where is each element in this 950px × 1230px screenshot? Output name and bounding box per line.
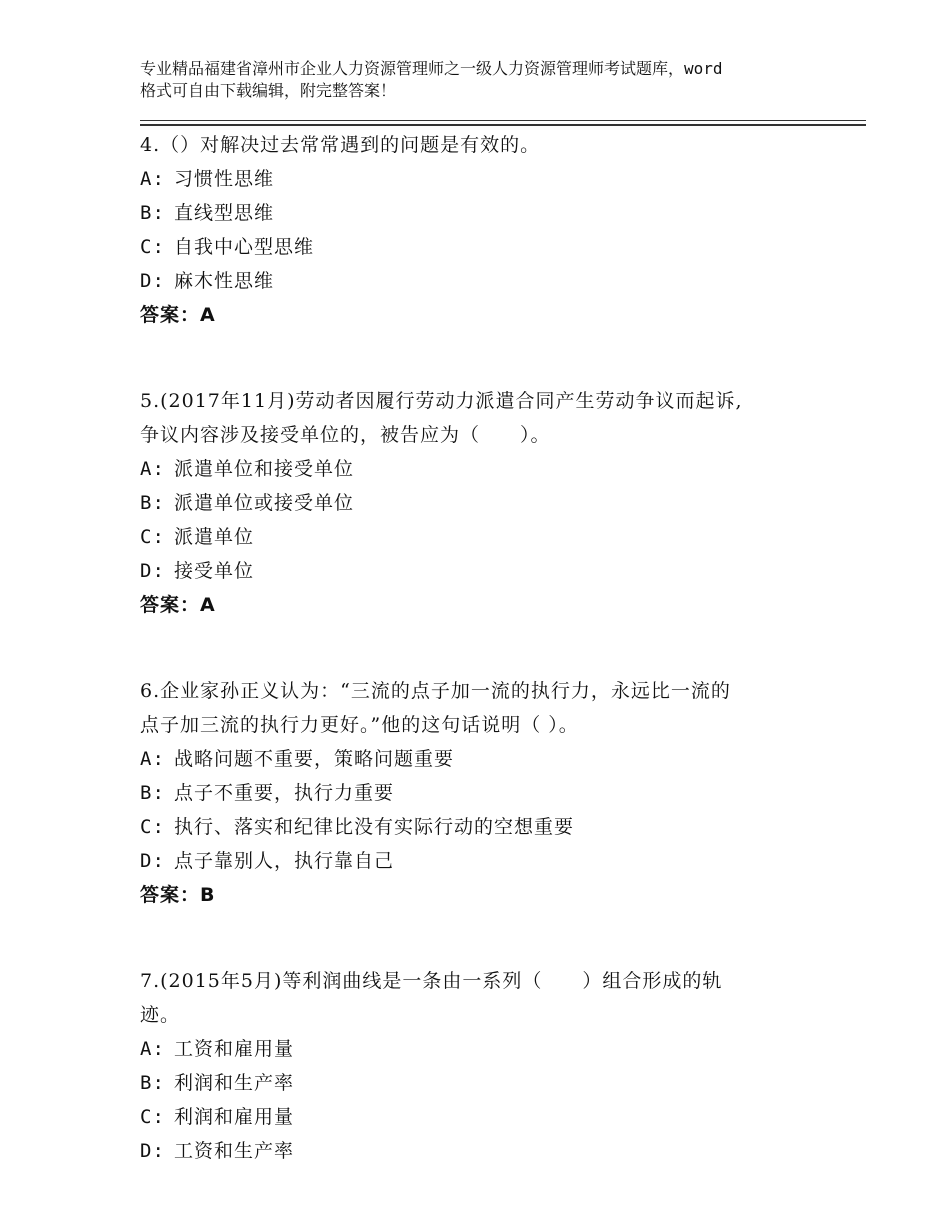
option-c [140,520,840,554]
option-text: 派遣单位或接受单位 [174,492,355,514]
option-c [140,230,840,264]
answer-label: 答案：A [140,304,216,326]
option-key: D: [140,270,165,292]
option-text: 麻木性思维 [174,270,275,292]
option-a [140,452,840,486]
question-stem: 7.(2015年5月)等利润曲线是一条由一系列（ ）组合形成的轨 [140,970,723,992]
option-key: C: [140,816,165,838]
question-stem: 4.（）对解决过去常常遇到的问题是有效的。 [140,134,541,156]
option-key: D: [140,560,165,582]
header-line-2: 格式可自由下载编辑，附完整答案！ [140,81,397,100]
option-key: A: [140,1038,165,1060]
option-d [140,1134,840,1168]
question-5 [140,384,840,622]
header-rule-thick [140,124,866,126]
option-key: B: [140,782,165,804]
question-stem: 6.企业家孙正义认为：“三流的点子加一流的执行力，永远比一流的 [140,680,731,702]
answer-label: 答案：A [140,594,216,616]
option-text: 工资和雇用量 [174,1038,295,1060]
option-key: B: [140,202,165,224]
option-d [140,844,840,878]
header-line-1: 专业精品福建省漳州市企业人力资源管理师之一级人力资源管理师考试题库，word [140,59,723,78]
option-text: 直线型思维 [174,202,275,224]
option-b [140,776,840,810]
option-text: 习惯性思维 [174,168,275,190]
question-4 [140,128,840,332]
option-text: 利润和雇用量 [174,1106,295,1128]
option-d [140,554,840,588]
option-key: A: [140,748,165,770]
option-b [140,1066,840,1100]
option-key: D: [140,850,165,872]
option-key: C: [140,526,165,548]
option-b [140,486,840,520]
question-stem-continued: 迹。 [140,1004,181,1026]
option-text: 派遣单位和接受单位 [174,458,355,480]
question-stem-continued: 点子加三流的执行力更好。”他的这句话说明（ ）。 [140,714,579,736]
question-spacer [140,332,840,384]
option-text: 接受单位 [174,560,255,582]
option-c [140,1100,840,1134]
answer-label: 答案：B [140,884,216,906]
option-d [140,264,840,298]
question-list [140,128,840,1168]
option-text: 工资和生产率 [174,1140,295,1162]
question-stem-continued: 争议内容涉及接受单位的，被告应为（ ）。 [140,424,551,446]
question-7 [140,964,840,1168]
option-a [140,162,840,196]
option-text: 点子靠别人，执行靠自己 [174,850,395,872]
option-key: A: [140,458,165,480]
option-key: D: [140,1140,165,1162]
option-b [140,196,840,230]
option-text: 利润和生产率 [174,1072,295,1094]
question-spacer [140,912,840,964]
option-key: B: [140,492,165,514]
option-text: 自我中心型思维 [174,236,315,258]
question-spacer [140,622,840,674]
option-c [140,810,840,844]
header-rule-thin [140,120,866,121]
option-key: C: [140,236,165,258]
option-text: 执行、落实和纪律比没有实际行动的空想重要 [174,816,575,838]
option-a [140,742,840,776]
option-text: 点子不重要，执行力重要 [174,782,395,804]
option-text: 战略问题不重要，策略问题重要 [174,748,455,770]
question-stem: 5.(2017年11月)劳动者因履行劳动力派遣合同产生劳动争议而起诉, [140,390,743,412]
option-key: B: [140,1072,165,1094]
option-key: A: [140,168,165,190]
option-key: C: [140,1106,165,1128]
option-text: 派遣单位 [174,526,255,548]
question-6 [140,674,840,912]
document-header [140,58,830,102]
option-a [140,1032,840,1066]
